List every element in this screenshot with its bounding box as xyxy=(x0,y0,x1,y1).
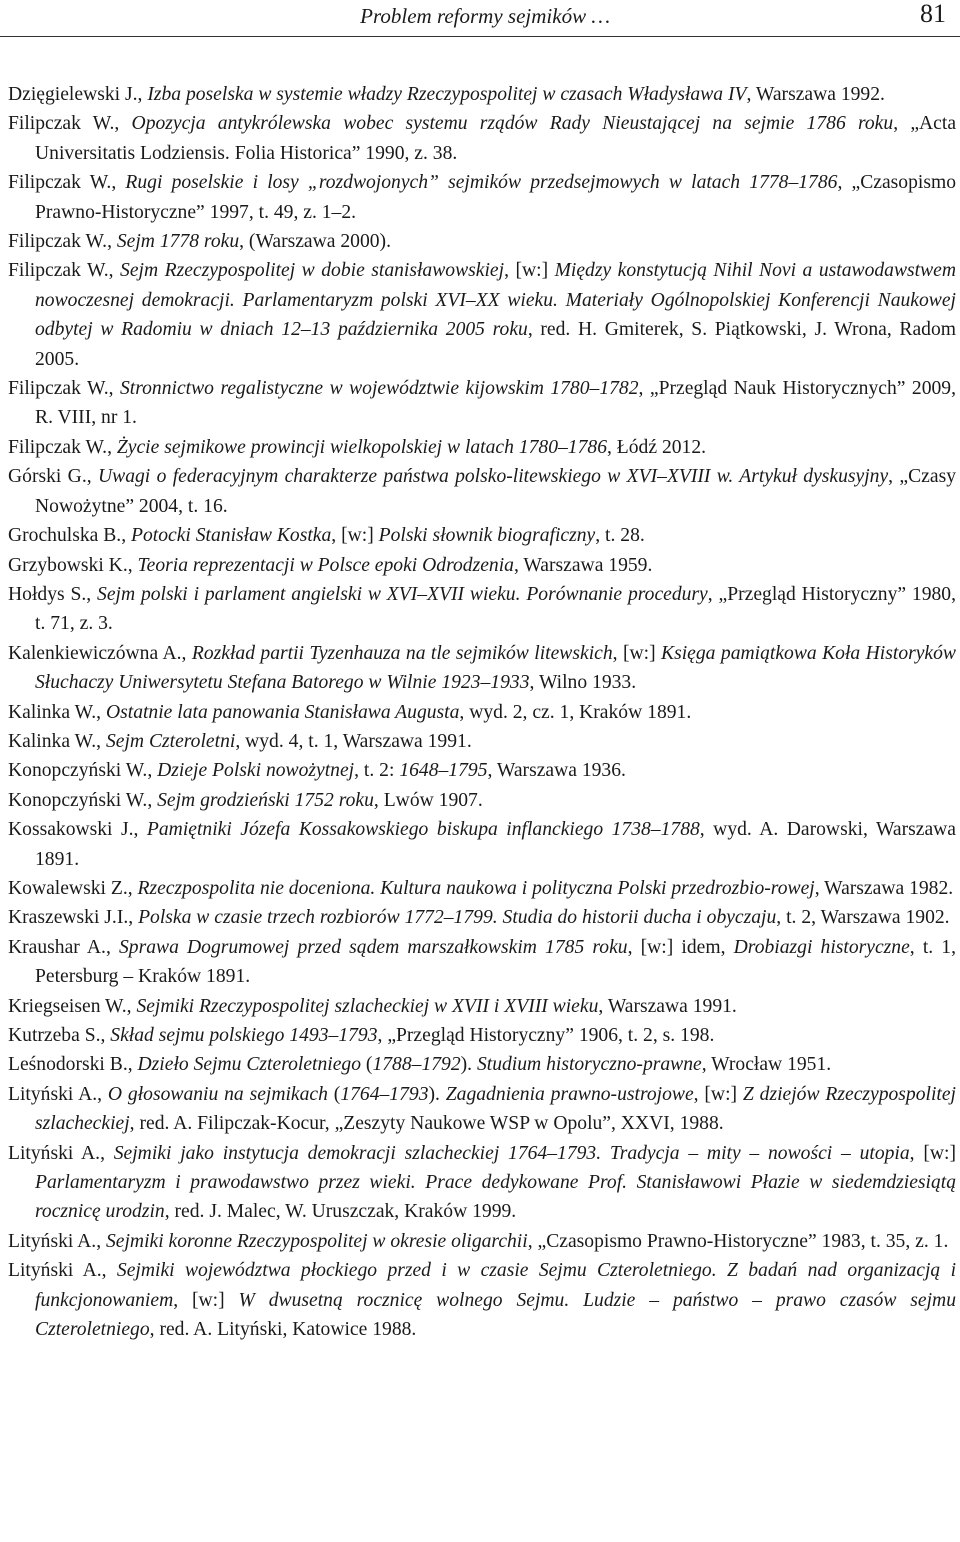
entry-author: Górski G. xyxy=(8,466,87,488)
bibliography-entry xyxy=(8,903,956,932)
entry-text: , [w:] xyxy=(504,260,555,282)
bibliography-entry xyxy=(8,639,956,698)
entry-text: , „Czasopismo Prawno-Historyczne” 1997, t. 49, z. 1–2. xyxy=(35,172,957,223)
bibliography-entry xyxy=(8,227,956,256)
entry-text: , wyd. A. Darowski, Warszawa 1891. xyxy=(35,819,956,870)
entry-author: Filipczak W. xyxy=(8,260,109,282)
entry-author: Leśnodorski B. xyxy=(8,1054,128,1076)
entry-author: Konopczyński W. xyxy=(8,789,148,811)
entry-text: , Łódź 2012. xyxy=(607,436,707,458)
entry-title-italic: Księga pamiątkowa Koła Historyków Słuchaczy Uniwersytetu Stefana Batorego w Wilnie 1923–1933 xyxy=(35,642,956,694)
entry-text: , t. 1, Petersburg – Kraków 1891. xyxy=(35,936,957,988)
entry-title-italic: Między konstytucją Nihil Novi a ustawodawstwem nowoczesnej demokracji. Parlamentaryzm polski XVI–XX wieku. Materiały Ogólnopolskiej Konferencji Naukowej odbytej w Radomiu w dniach 12–13 października 2005 roku xyxy=(35,260,957,341)
bibliography-entry xyxy=(8,580,956,639)
entry-text: , red. J. Malec, W. Uruszczak, Kraków 1999. xyxy=(164,1201,517,1223)
entry-title-italic: Sejm 1778 roku xyxy=(116,231,240,253)
entry-title-italic: Pamiętniki Józefa Kossakowskiego biskupa inflanckiego 1738–1788 xyxy=(146,819,700,841)
entry-title-italic: Rozkład partii Tyzenhauza na tle sejmików litewskich xyxy=(191,642,613,664)
entry-text: , xyxy=(108,378,120,400)
bibliography-entry xyxy=(8,462,956,521)
entry-text: , xyxy=(127,1054,138,1076)
bibliography-entry xyxy=(8,992,956,1021)
entry-title-italic: Dzieło Sejmu Czteroletniego xyxy=(137,1054,362,1076)
entry-title-italic: Teoria reprezentacji w Polsce epoki Odrodzenia xyxy=(137,554,514,576)
bibliography-entry xyxy=(8,933,956,992)
entry-text: , xyxy=(105,936,119,958)
entry-title-italic: Sejmiki jako instytucja demokracji szlacheckiej 1764–1793. Tradycja – mity – nowości – utopia xyxy=(113,1142,910,1164)
bibliography-entry xyxy=(8,1080,956,1139)
entry-author: Kalinka W. xyxy=(8,730,97,752)
entry-author: Kraszewski J.I. xyxy=(8,907,129,929)
entry-title-italic: 1788–1792 xyxy=(372,1054,461,1076)
entry-author: Kowalewski Z. xyxy=(8,877,128,899)
entry-text: , [w:] xyxy=(693,1083,743,1105)
entry-text: , xyxy=(96,730,106,752)
entry-title-italic: Rzeczpospolita nie doceniona. Kultura naukowa i polityczna Polski przedrozbio-rowej xyxy=(137,877,815,899)
entry-text: , „Acta Universitatis Lodziensis. Folia Historica” 1990, z. 38. xyxy=(35,113,957,164)
bibliography-entry xyxy=(8,756,956,785)
entry-text: , [w:] xyxy=(909,1142,956,1164)
entry-author: Lityński A. xyxy=(8,1230,97,1252)
entry-text: , Wilno 1933. xyxy=(529,672,637,694)
bibliography-entry xyxy=(8,874,956,903)
bibliography-entry xyxy=(8,698,956,727)
bibliography-entry xyxy=(8,1021,956,1050)
entry-author: Kraushar A. xyxy=(8,936,106,958)
entry-title-italic: Studium historyczno-prawne xyxy=(476,1054,702,1076)
entry-author: Filipczak W. xyxy=(8,172,112,194)
entry-text: , xyxy=(100,1025,111,1046)
entry-text: , „Przegląd Historyczny” 1906, t. 2, s. 198. xyxy=(377,1025,715,1046)
entry-title-italic: Sejm Rzeczypospolitej w dobie stanisławowskiej xyxy=(120,260,505,282)
bibliography-entry xyxy=(8,256,956,374)
entry-text: , Warszawa 1982. xyxy=(814,877,954,899)
entry-title-italic: Potocki Stanisław Kostka xyxy=(131,525,332,547)
bibliography-entry xyxy=(8,80,956,109)
entry-text: , „Czasy Nowożytne” 2004, t. 16. xyxy=(35,466,956,517)
entry-text: ( xyxy=(327,1083,341,1105)
entry-text: , xyxy=(108,260,121,282)
bibliography-entry xyxy=(8,1227,956,1256)
entry-text: ( xyxy=(361,1054,373,1076)
entry-title-italic: Skład sejmu polskiego 1493–1793 xyxy=(110,1025,378,1046)
entry-text: , Warszawa 1992. xyxy=(746,84,885,105)
entry-text: , t. 2, Warszawa 1902. xyxy=(776,907,950,929)
entry-text: , xyxy=(127,554,138,576)
entry-title-italic: Opozycja antykrólewska wobec systemu rządów Rady Nieustającej na sejmie 1786 roku xyxy=(131,113,894,135)
entry-author: Hołdys S. xyxy=(8,583,87,605)
entry-title-italic: Stronnictwo regalistyczne w województwie kijowskim 1780–1782 xyxy=(120,378,639,400)
entry-text: , [w:] xyxy=(331,525,379,547)
running-title: Problem reformy sejmików … xyxy=(360,4,610,28)
entry-text: , xyxy=(96,701,106,723)
bibliography-entry xyxy=(8,551,956,580)
bibliography-entry xyxy=(8,168,956,227)
entry-text: , xyxy=(133,819,147,841)
entry-text: , xyxy=(127,877,138,899)
entry-text: , xyxy=(147,760,158,782)
entry-author: Filipczak W. xyxy=(8,436,108,458)
entry-text: , xyxy=(121,525,131,547)
entry-text: , xyxy=(107,436,117,458)
entry-text: , (Warszawa 2000). xyxy=(239,231,391,253)
entry-author: Kalinka W. xyxy=(8,701,97,723)
entry-author: Lityński A. xyxy=(8,1260,102,1282)
entry-author: Grochulska B. xyxy=(8,525,122,547)
bibliography-entry xyxy=(8,727,956,756)
running-header xyxy=(0,0,960,37)
entry-author: Kossakowski J. xyxy=(8,819,134,841)
entry-title-italic: Rugi poselskie i losy „rozdwojonych” sejmików przedsejmowych w latach 1778–1786 xyxy=(125,172,838,194)
bibliography-entry xyxy=(8,1256,956,1344)
entry-text: , xyxy=(100,1142,114,1164)
entry-author: Konopczyński W. xyxy=(8,760,148,782)
entry-author: Lityński A. xyxy=(8,1142,101,1164)
entry-title-italic: Życie sejmikowe prowincji wielkopolskiej w latach 1780–1786 xyxy=(116,436,607,458)
bibliography-entry xyxy=(8,521,956,550)
entry-title-italic: 1764–1793 xyxy=(340,1083,429,1105)
entry-text: , xyxy=(114,113,132,135)
entry-text: , xyxy=(111,172,126,194)
entry-text: , xyxy=(97,1083,108,1105)
entry-title-italic: Izba poselska w systemie władzy Rzeczypospolitej w czasach Władysława IV xyxy=(147,84,747,105)
entry-text: , wyd. 2, cz. 1, Kraków 1891. xyxy=(459,701,692,723)
entry-title-italic: Uwagi o federacyjnym charakterze państwa polsko-litewskiego w XVI–XVIII w. Artykuł dyskusyjny xyxy=(97,466,889,488)
entry-text: , xyxy=(86,583,98,605)
entry-text: ). xyxy=(460,1054,477,1076)
entry-text: , xyxy=(86,466,98,488)
entry-title-italic: Parlamentaryzm i prawodawstwo przez wieki. Prace dedykowane Prof. Stanisławowi Płazie w siedemdziesiątą rocznicę urodzin xyxy=(35,1172,956,1223)
entry-text: , wyd. 4, t. 1, Warszawa 1991. xyxy=(235,730,472,752)
entry-text: , t. 2: xyxy=(354,760,400,782)
entry-text: , red. H. Gmiterek, S. Piątkowski, J. Wrona, Radom 2005. xyxy=(35,319,956,370)
bibliography-list xyxy=(8,80,956,1344)
entry-author: Filipczak W. xyxy=(8,378,109,400)
entry-text: , Warszawa 1936. xyxy=(487,760,626,782)
entry-title-italic: Sejm grodzieński 1752 roku xyxy=(157,789,374,811)
entry-text: , xyxy=(181,642,192,664)
entry-title-italic: Sejm polski i parlament angielski w XVI–XVII wieku. Porównanie procedury xyxy=(97,583,708,605)
entry-title-italic: Drobiazgi historyczne xyxy=(733,936,910,958)
bibliography-entry xyxy=(8,786,956,815)
page-number: 81 xyxy=(920,0,946,28)
entry-text: , xyxy=(128,907,139,929)
entry-text: , xyxy=(107,231,117,253)
entry-text: , xyxy=(101,1260,117,1282)
entry-author: Kriegseisen W. xyxy=(8,995,127,1017)
entry-text: , xyxy=(96,1230,106,1252)
entry-text: , xyxy=(147,789,158,811)
bibliography-entry xyxy=(8,433,956,462)
bibliography-entry xyxy=(8,1050,956,1079)
entry-title-italic: O głosowaniu na sejmikach xyxy=(107,1083,328,1105)
entry-text: , [w:] xyxy=(173,1289,239,1311)
entry-title-italic: Dzieje Polski nowożytnej xyxy=(157,760,355,782)
entry-title-italic: W dwusetną rocznicę wolnego Sejmu. Ludzie – państwo – prawo czasów sejmu Czteroletniego xyxy=(35,1289,956,1341)
entry-text: ). xyxy=(428,1083,446,1105)
entry-text: , „Czasopismo Prawno-Historyczne” 1983, t. 35, z. 1. xyxy=(527,1230,949,1252)
entry-title-italic: Sejm Czteroletni xyxy=(105,730,236,752)
entry-title-italic: Z dziejów Rzeczypospolitej szlacheckiej xyxy=(35,1083,956,1135)
entry-text: , [w:] xyxy=(612,642,662,664)
bibliography-entry xyxy=(8,109,956,168)
entry-title-italic: Sejmiki koronne Rzeczypospolitej w okresie oligarchii xyxy=(105,1230,528,1252)
entry-text: , xyxy=(126,995,137,1017)
entry-author: Dzięgielewski J. xyxy=(8,84,138,105)
entry-author: Lityński A. xyxy=(8,1083,98,1105)
entry-author: Kalenkiewiczówna A. xyxy=(8,642,182,664)
entry-author: Filipczak W. xyxy=(8,231,108,253)
entry-text: , xyxy=(137,84,148,105)
entry-text: , t. 28. xyxy=(595,525,645,547)
entry-title-italic: Zagadnienia prawno-ustrojowe xyxy=(445,1083,694,1105)
entry-text: , red. A. Lityński, Katowice 1988. xyxy=(149,1319,417,1341)
entry-text: , Warszawa 1991. xyxy=(598,995,737,1017)
entry-text: , Warszawa 1959. xyxy=(513,554,653,576)
entry-text: , [w:] idem, xyxy=(627,936,734,958)
entry-author: Kutrzeba S. xyxy=(8,1025,101,1046)
entry-text: , „Przegląd Nauk Historycznych” 2009, R. VIII, nr 1. xyxy=(35,378,956,429)
entry-title-italic: 1648–1795 xyxy=(399,760,488,782)
entry-author: Filipczak W. xyxy=(8,113,115,135)
bibliography-entry xyxy=(8,374,956,433)
entry-title-italic: Polska w czasie trzech rozbiorów 1772–1799. Studia do historii ducha i obyczaju xyxy=(138,907,777,929)
entry-author: Grzybowski K. xyxy=(8,554,128,576)
bibliography-entry xyxy=(8,1139,956,1227)
entry-title-italic: Sprawa Dogrumowej przed sądem marszałkowskim 1785 roku xyxy=(118,936,628,958)
entry-title-italic: Sejmiki województwa płockiego przed i w czasie Sejmu Czteroletniego. Z badań nad organizacją i funkcjonowaniem xyxy=(35,1260,957,1311)
entry-text: , „Przegląd Historyczny” 1980, t. 71, z. 3. xyxy=(35,583,956,635)
entry-text: , Lwów 1907. xyxy=(373,789,483,811)
entry-text: , Wrocław 1951. xyxy=(701,1054,832,1076)
entry-title-italic: Polski słownik biograficzny xyxy=(378,525,596,547)
entry-title-italic: Ostatnie lata panowania Stanisława Augusta xyxy=(105,701,460,723)
bibliography-entry xyxy=(8,815,956,874)
entry-text: , red. A. Filipczak-Kocur, „Zeszyty Naukowe WSP w Opolu”, XXVI, 1988. xyxy=(129,1113,724,1135)
entry-title-italic: Sejmiki Rzeczypospolitej szlacheckiej w XVII i XVIII wieku xyxy=(136,995,599,1017)
